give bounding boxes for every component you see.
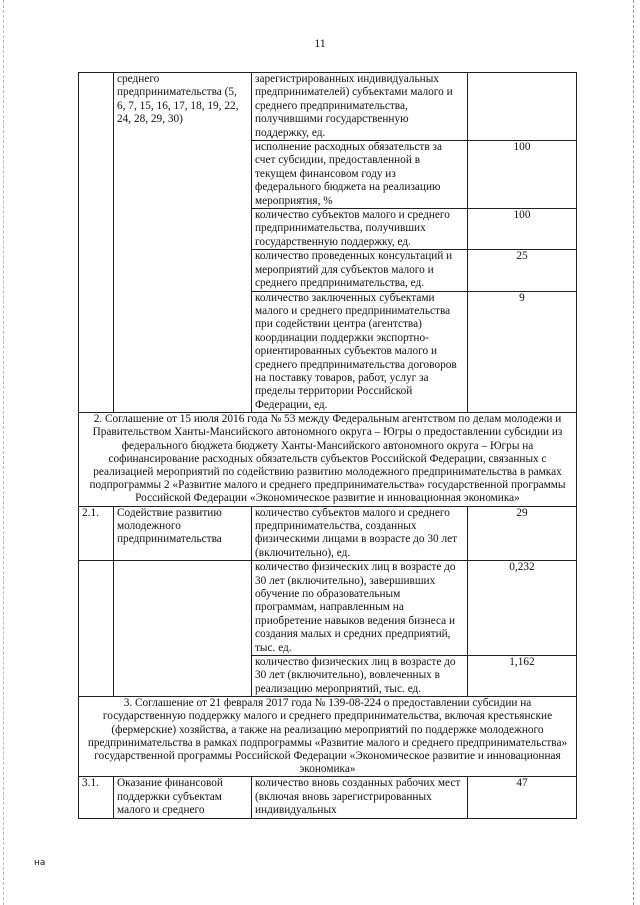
indicator-cell: количество субъектов малого и среднего предпринимательства, созданных физическими лицами в возрасте до 30 лет (включительно), ед. [252, 506, 468, 561]
indicator-cell: количество заключенных субъектами малого и среднего предпринимательства при содействии центра (агентства) координации поддержки экспортно-ориентированных субъектов малого и среднего предпринимательства договоров на поставку товаров, работ, услуг за пределы территории Российской Федерации, ед. [252, 291, 468, 413]
item-name-cell [114, 561, 252, 697]
scan-edge-left [3, 0, 5, 905]
table-row [79, 561, 577, 656]
section-heading-row [79, 413, 577, 506]
item-number-cell: 3.1. [79, 777, 114, 818]
item-name-cell: Оказание финансовой поддержки субъектам малого и среднего [114, 777, 252, 818]
table-row [79, 777, 577, 818]
indicator-cell: количество вновь созданных рабочих мест (включая вновь зарегистрированных индивидуальных [252, 777, 468, 818]
indicator-cell: количество проведенных консультаций и мероприятий для субъектов малого и среднего предпринимательства, ед. [252, 250, 468, 291]
table-row [79, 73, 577, 141]
indicator-cell: исполнение расходных обязательств за счет субсидии, предоставленной в текущем финансовом году из федерального бюджета на реализацию мероприятия, % [252, 141, 468, 209]
indicator-cell: зарегистрированных индивидуальных предпринимателей) субъектами малого и среднего предпринимательства, получившими государственную поддержку, ед. [252, 73, 468, 141]
value-cell: 100 [468, 141, 577, 209]
item-name-cell: Содействие развитию молодежного предпринимательства [114, 506, 252, 561]
value-cell: 0,232 [468, 561, 577, 656]
indicator-cell: количество физических лиц в возрасте до 30 лет (включительно), вовлеченных в реализацию мероприятий, тыс. ед. [252, 656, 468, 697]
value-cell: 1,162 [468, 656, 577, 697]
indicators-table [78, 72, 577, 819]
page-number: 11 [314, 36, 326, 50]
indicator-cell: количество физических лиц в возрасте до 30 лет (включительно), завершивших обучение по образовательным программам, направленным на приобретение навыков ведения бизнеса и создания малых и средних предприятий, тыс. ед. [252, 561, 468, 656]
item-number-cell [79, 561, 114, 697]
value-cell: 9 [468, 291, 577, 413]
item-name-cell: среднего предпринимательства (5, 6, 7, 15, 16, 17, 18, 19, 22, 24, 28, 29, 30) [114, 73, 252, 413]
item-number-cell: 2.1. [79, 506, 114, 561]
value-cell: 47 [468, 777, 577, 818]
value-cell: 29 [468, 506, 577, 561]
footer-mark: на [34, 858, 46, 868]
value-cell [468, 73, 577, 141]
value-cell: 100 [468, 209, 577, 250]
value-cell: 25 [468, 250, 577, 291]
section-2-title: 2. Соглашение от 15 июля 2016 года № 53 между Федеральным агентством по делам молодежи и Правительством Ханты-Мансийского автономного округа – Югры о предоставлении субсидии из федерального бюджета бюджету Ханты-Мансийского автономного округа – Югры на софинансирование расходных обязательств субъектов Российской Федерации, связанных с реализацией мероприятий по содействию развитию молодежного предпринимательства в рамках подпрограммы 2 «Развитие малого и среднего предпринимательства» государственной программы Российской Федерации «Экономическое развитие и инновационная экономика» [79, 413, 577, 506]
indicator-cell: количество субъектов малого и среднего предпринимательства, получивших государственную поддержку, ед. [252, 209, 468, 250]
item-number-cell [79, 73, 114, 413]
table-row [79, 506, 577, 561]
scan-edge-right [633, 0, 635, 905]
section-heading-row [79, 697, 577, 777]
section-3-title: 3. Соглашение от 21 февраля 2017 года № 139-08-224 о предоставлении субсидии на государственную поддержку малого и среднего предпринимательства, включая крестьянские (фермерские) хозяйства, а также на реализацию мероприятий по поддержке молодежного предпринимательства в рамках подпрограммы «Развитие малого и среднего предпринимательства» государственной программы Российской Федерации «Экономическое развитие и инновационная экономика» [79, 697, 577, 777]
